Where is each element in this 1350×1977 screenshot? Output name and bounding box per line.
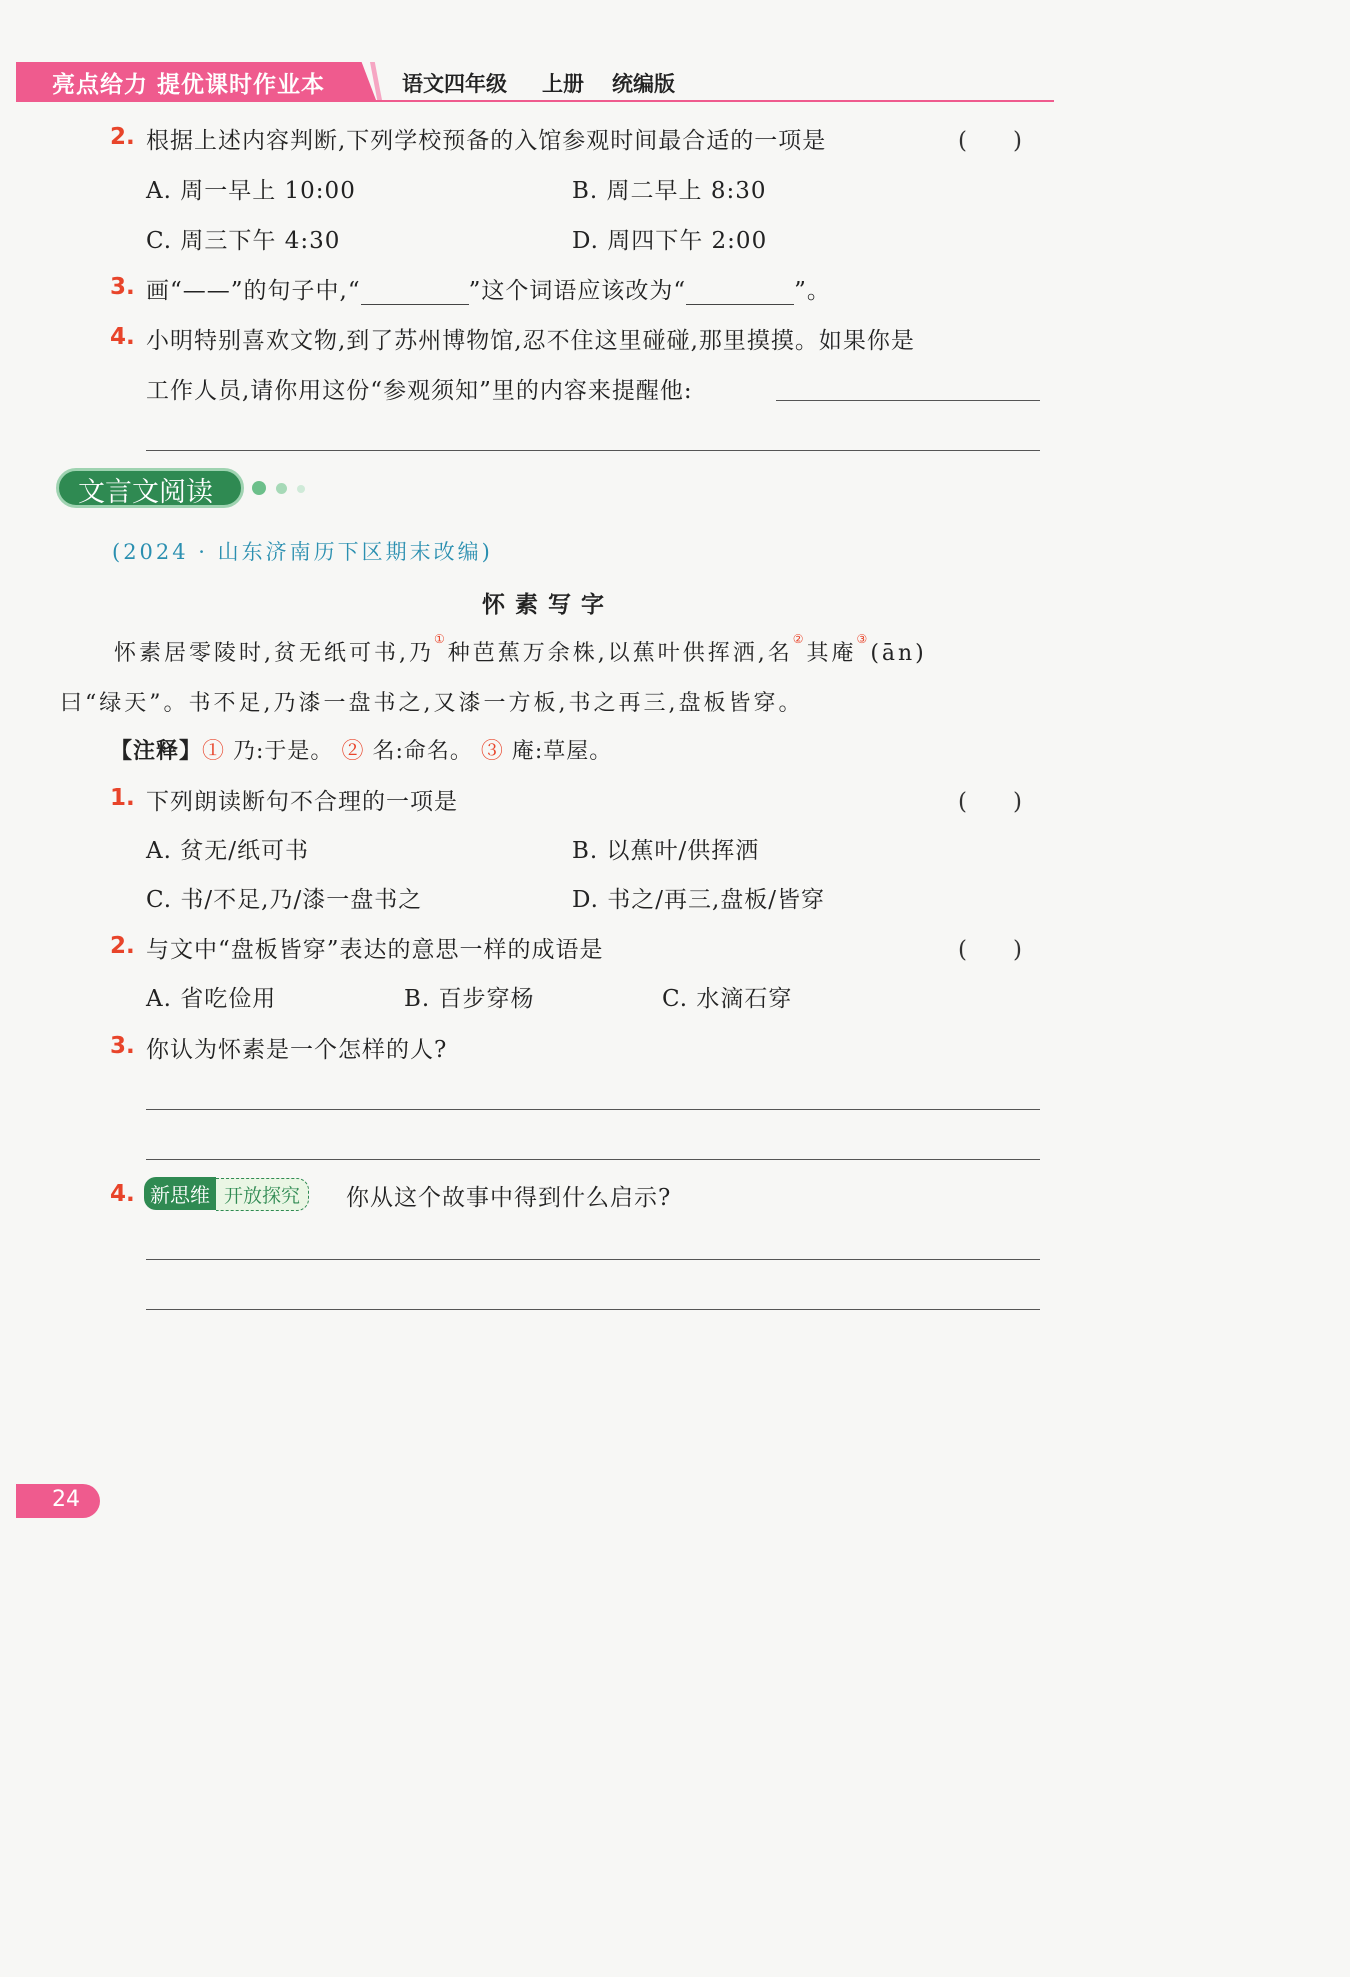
answer-bracket[interactable]: ( ) bbox=[958, 128, 1022, 154]
question-number: 2. bbox=[110, 124, 135, 150]
option-c: C. 书/不足,乃/漆一盘书之 bbox=[146, 887, 423, 913]
passage-text: 怀素居零陵时,贫无纸可书,乃 bbox=[114, 641, 434, 666]
footnote-marker: ② bbox=[792, 632, 807, 646]
decor-dot bbox=[252, 481, 266, 495]
question-number: 3. bbox=[110, 274, 135, 300]
note-marker: ① bbox=[202, 739, 226, 764]
passage-title: 怀素写字 bbox=[482, 592, 614, 618]
option-b: B. 周二早上 8:30 bbox=[572, 178, 767, 204]
option-a: A. 周一早上 10:00 bbox=[146, 178, 356, 204]
notes bbox=[110, 734, 612, 765]
question-text bbox=[146, 272, 831, 305]
note-text: 庵:草屋。 bbox=[503, 739, 613, 764]
new-thinking-tag bbox=[144, 1177, 309, 1211]
volume-label: 上册 bbox=[542, 72, 584, 96]
header-rule bbox=[16, 100, 1054, 102]
option-c: C. 周三下午 4:30 bbox=[146, 228, 341, 254]
series-title: 亮点给力 提优课时作业本 bbox=[52, 72, 326, 98]
answer-blank[interactable] bbox=[686, 278, 794, 305]
question-number: 3. bbox=[110, 1033, 135, 1059]
page-number: 24 bbox=[52, 1487, 80, 1512]
edition-label: 统编版 bbox=[612, 72, 675, 96]
option-c: C. 水滴石穿 bbox=[662, 986, 793, 1012]
question-number: 2. bbox=[110, 933, 135, 959]
answer-line[interactable] bbox=[146, 1259, 1040, 1260]
tag-primary: 新思维 bbox=[144, 1177, 216, 1210]
section-badge-label: 文言文阅读 bbox=[78, 477, 213, 508]
question-number: 1. bbox=[110, 785, 135, 811]
pinyin: (ān) bbox=[870, 641, 927, 666]
option-d: D. 书之/再三,盘板/皆穿 bbox=[572, 887, 826, 913]
note-text: 名:命名。 bbox=[364, 739, 473, 764]
option-a: A. 贫无/纸可书 bbox=[146, 838, 309, 864]
option-a: A. 省吃俭用 bbox=[146, 986, 277, 1012]
footnote-marker: ① bbox=[434, 632, 448, 646]
option-b: B. 以蕉叶/供挥洒 bbox=[572, 838, 760, 864]
question-text: 工作人员,请你用这份“参观须知”里的内容来提醒他: bbox=[146, 378, 693, 404]
tag-secondary: 开放探究 bbox=[216, 1178, 309, 1211]
q3-text-b: ”这个词语应该改为“ bbox=[468, 278, 687, 304]
answer-blank[interactable] bbox=[361, 278, 469, 305]
question-text: 你认为怀素是一个怎样的人? bbox=[146, 1037, 448, 1063]
passage-text: 种芭蕉万余株,以蕉叶供挥洒,名 bbox=[447, 641, 793, 666]
passage-line-2: 曰“绿天”。书不足,乃漆一盘书之,又漆一方板,书之再三,盘板皆穿。 bbox=[60, 691, 804, 716]
note-marker: ② bbox=[341, 739, 365, 764]
answer-line[interactable] bbox=[146, 1109, 1040, 1110]
q3-text-a: 画“——”的句子中,“ bbox=[146, 278, 361, 304]
question-text: 根据上述内容判断,下列学校预备的入馆参观时间最合适的一项是 bbox=[146, 128, 827, 154]
subject-label: 语文四年级 bbox=[402, 72, 507, 96]
answer-line[interactable] bbox=[146, 1309, 1040, 1310]
question-text: 下列朗读断句不合理的一项是 bbox=[146, 789, 458, 815]
decor-dot bbox=[276, 483, 287, 494]
option-d: D. 周四下午 2:00 bbox=[572, 228, 768, 254]
question-text: 你从这个故事中得到什么启示? bbox=[346, 1185, 672, 1211]
note-text: 乃:于是。 bbox=[225, 739, 334, 764]
question-text: 小明特别喜欢文物,到了苏州博物馆,忍不住这里碰碰,那里摸摸。如果你是 bbox=[146, 328, 915, 354]
q3-text-c: ”。 bbox=[794, 278, 831, 304]
answer-line[interactable] bbox=[776, 400, 1040, 401]
option-b: B. 百步穿杨 bbox=[404, 986, 535, 1012]
footnote-marker: ③ bbox=[856, 632, 871, 646]
answer-bracket[interactable]: ( ) bbox=[958, 937, 1022, 963]
question-number: 4. bbox=[110, 324, 135, 350]
answer-line[interactable] bbox=[146, 450, 1040, 451]
decor-dot bbox=[297, 485, 305, 493]
question-number: 4. bbox=[110, 1181, 135, 1207]
passage-text: 其庵 bbox=[806, 641, 857, 666]
passage-line-1 bbox=[114, 632, 927, 667]
question-text: 与文中“盘板皆穿”表达的意思一样的成语是 bbox=[146, 937, 604, 963]
note-marker: ③ bbox=[480, 739, 504, 764]
passage-source: (2024 · 山东济南历下区期末改编) bbox=[112, 540, 493, 564]
answer-bracket[interactable]: ( ) bbox=[958, 789, 1022, 815]
notes-label: 【注释】 bbox=[110, 739, 203, 764]
answer-line[interactable] bbox=[146, 1159, 1040, 1160]
